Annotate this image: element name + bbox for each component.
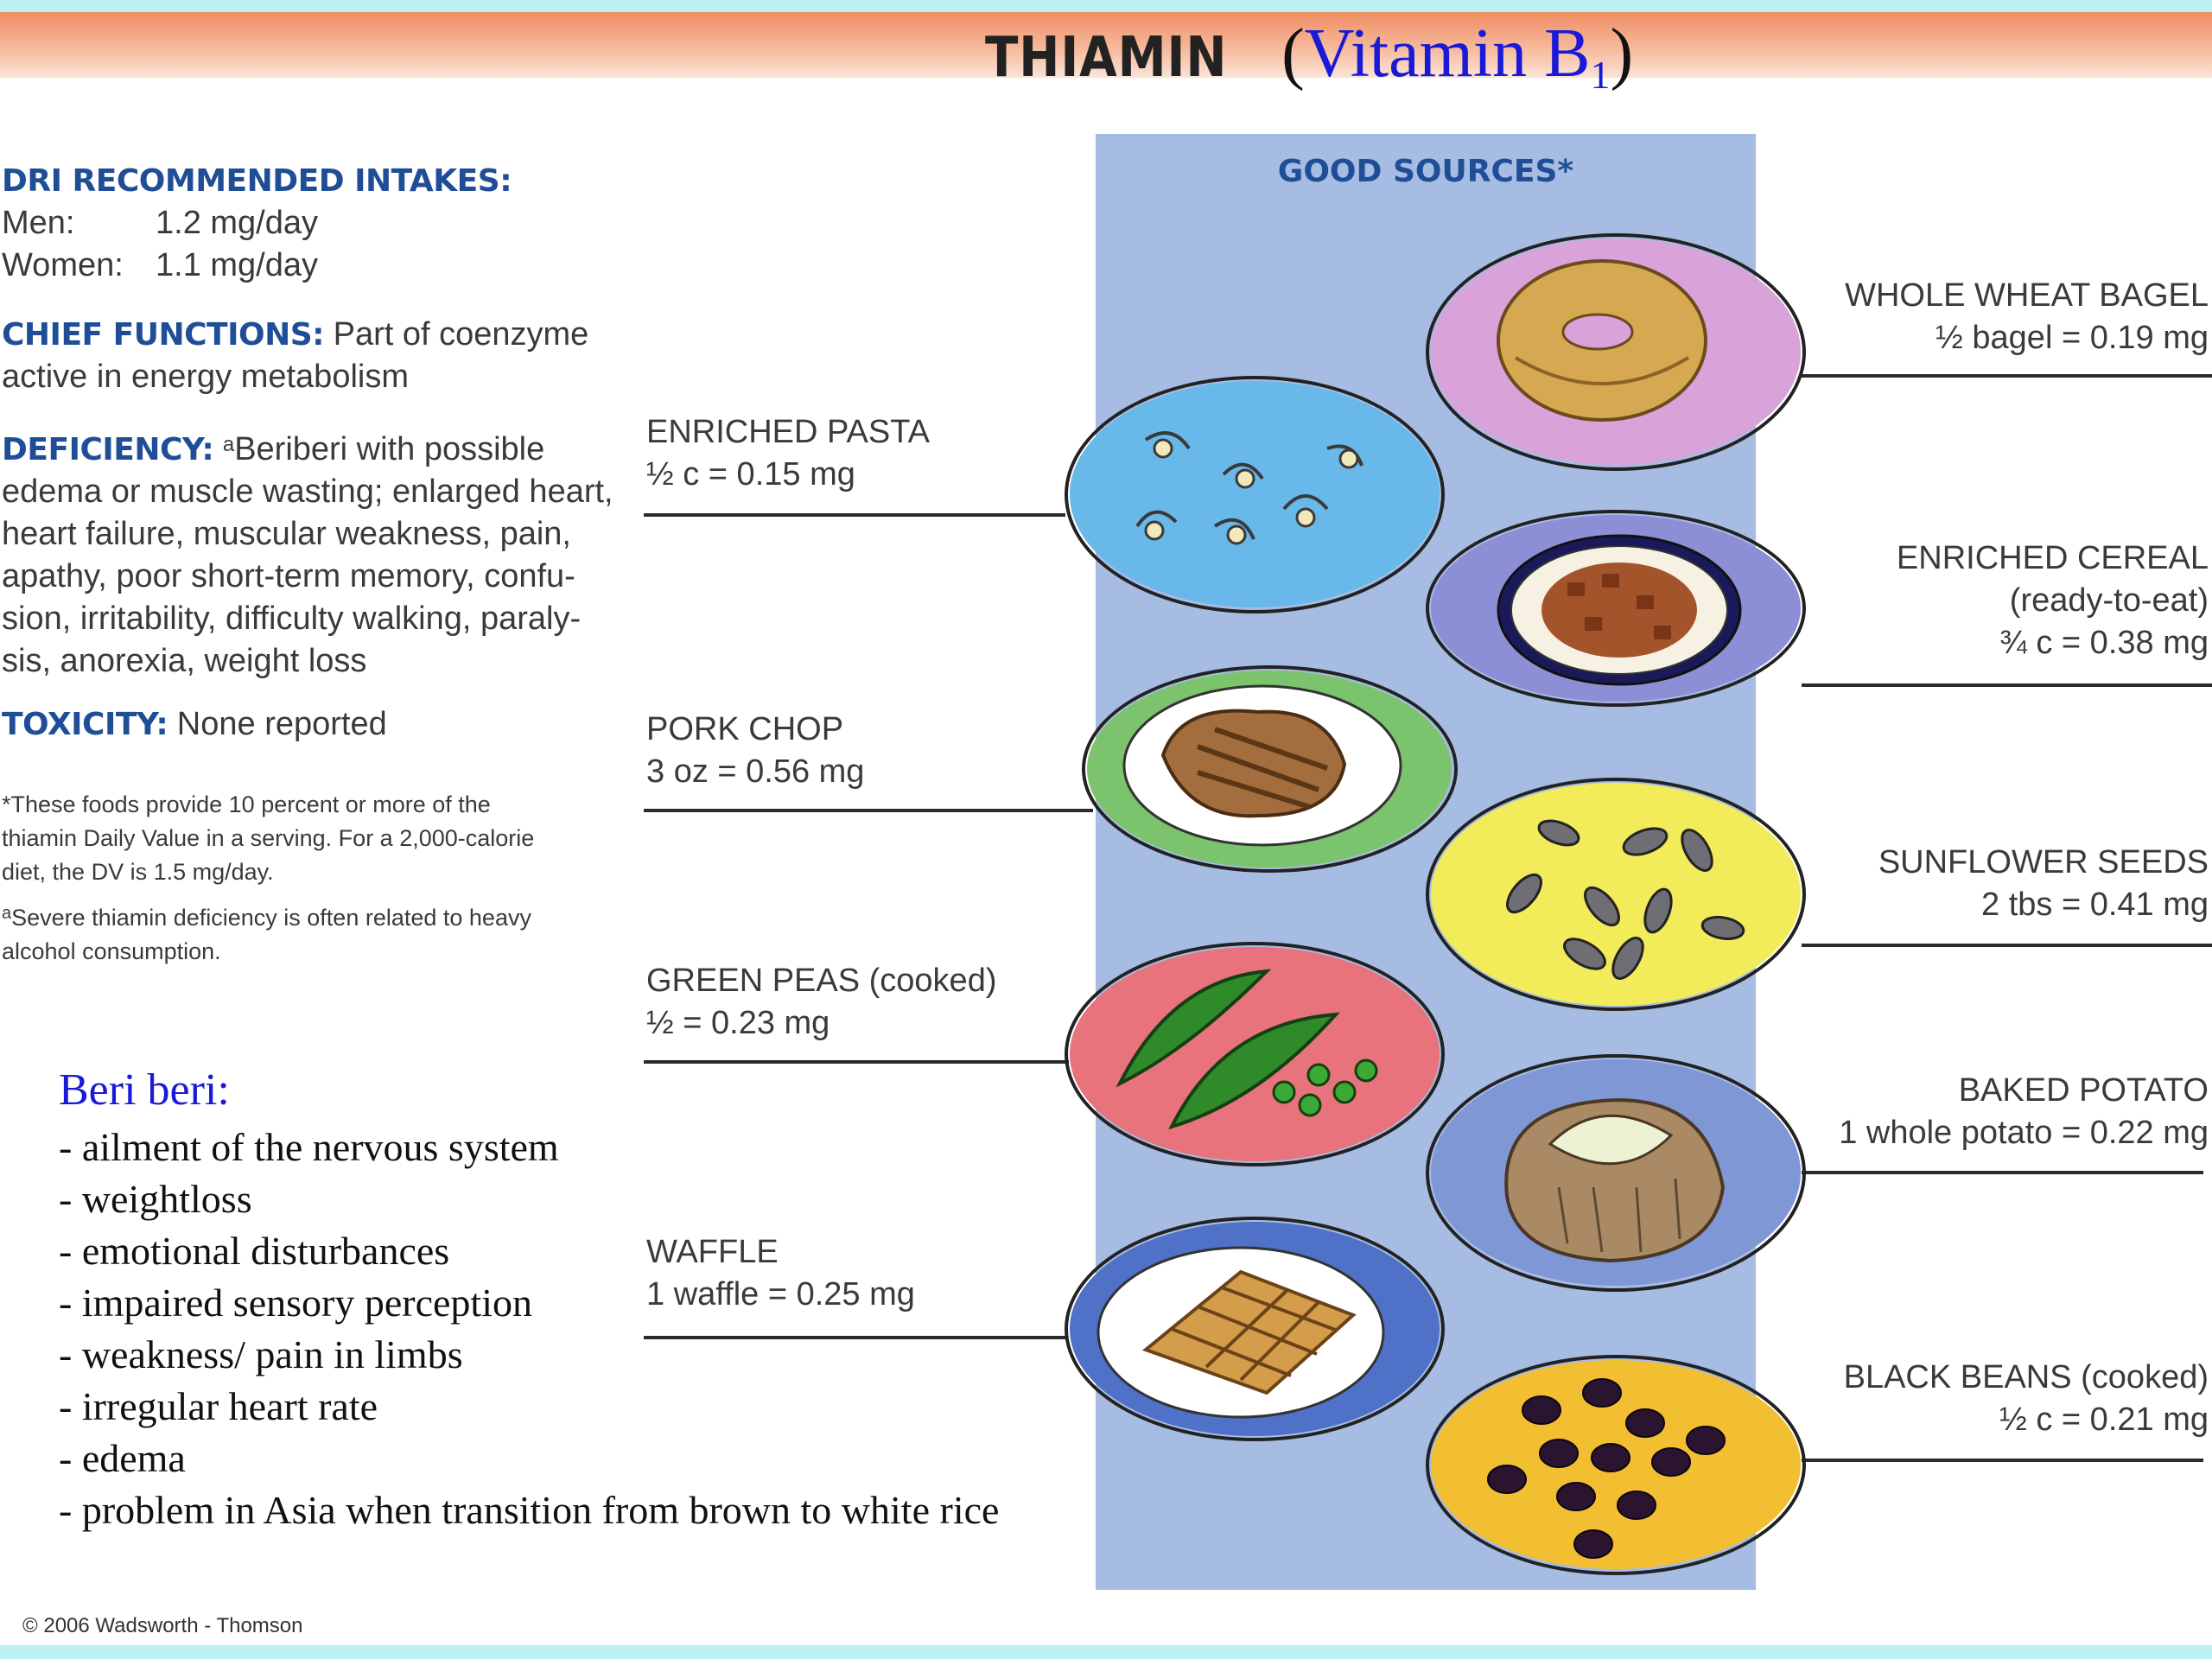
deficiency-marker: a <box>222 433 235 456</box>
list-item: - weakness/ pain in limbs <box>59 1332 463 1376</box>
leader-line-beans <box>1802 1459 2203 1462</box>
food-detail: ½ c = 0.15 mg <box>646 456 855 493</box>
title-sub-text: Vitamin B <box>1304 16 1591 92</box>
pork-chop-icon <box>1085 669 1454 869</box>
list-item: - problem in Asia when transition from brown to white rice <box>59 1488 1000 1532</box>
top-frame-bar <box>0 0 2212 12</box>
food-name: WHOLE WHEAT BAGEL <box>1845 277 2209 314</box>
deficiency-line-5: sis, anorexia, weight loss <box>2 643 367 679</box>
waffle-icon <box>1068 1220 1441 1438</box>
label-bagel <box>1845 275 2209 359</box>
pasta-plate <box>1065 376 1445 613</box>
leader-line-peas <box>644 1060 1069 1064</box>
dri-heading: DRI RECOMMENDED INTAKES: <box>2 163 512 199</box>
label-sunflower-seeds <box>1878 842 2209 926</box>
deficiency-line-2: heart failure, muscular weakness, pain, <box>2 516 571 552</box>
food-detail-2: ¾ c = 0.38 mg <box>1999 625 2209 661</box>
deficiency-line-0: Beriberi with possible <box>234 431 545 467</box>
bagel-icon <box>1429 237 1802 467</box>
food-name: BAKED POTATO <box>1958 1072 2209 1109</box>
sources-heading: GOOD SOURCES* <box>1277 154 1574 189</box>
pasta-icon <box>1068 379 1441 610</box>
food-detail: (ready-to-eat) <box>2009 582 2209 619</box>
sunflower-seeds-plate <box>1426 778 1806 1011</box>
chief-line2: active in energy metabolism <box>2 359 409 395</box>
label-pork-chop <box>646 709 864 793</box>
food-name: SUNFLOWER SEEDS <box>1878 844 2209 880</box>
leader-line-pork <box>644 809 1093 812</box>
title-subtitle: (Vitamin $B_1$) <box>1281 16 1634 97</box>
leader-line-waffle <box>644 1336 1065 1339</box>
toxicity-text: None reported <box>168 706 387 742</box>
title-sub-index: 1 <box>1590 53 1611 97</box>
deficiency-heading: DEFICIENCY: <box>2 432 214 467</box>
deficiency-section <box>2 423 624 683</box>
leader-line-pasta <box>644 513 1065 517</box>
bagel-plate <box>1426 233 1806 471</box>
food-name: PORK CHOP <box>646 711 844 747</box>
chief-section <box>2 314 624 398</box>
leader-line-seeds <box>1802 944 2212 947</box>
dri-women-value: 1.1 mg/day <box>156 247 318 283</box>
dri-men-row <box>2 202 624 245</box>
food-name: ENRICHED PASTA <box>646 414 930 450</box>
chief-heading: CHIEF FUNCTIONS: <box>2 317 325 353</box>
food-detail: 1 waffle = 0.25 mg <box>646 1276 915 1313</box>
list-item: - edema <box>59 1436 186 1480</box>
baked-potato-icon <box>1429 1058 1802 1288</box>
deficiency-line-4: sion, irritability, difficulty walking, paraly- <box>2 601 582 637</box>
footnote2-marker: a <box>2 904 12 923</box>
beriberi-title: Beri beri: <box>59 1065 230 1115</box>
slide-title <box>985 12 1633 95</box>
dri-women-row <box>2 245 624 287</box>
baked-potato-plate <box>1426 1054 1806 1292</box>
footnote1-line-0: *These foods provide 10 percent or more of the <box>2 791 491 817</box>
footnote1-line-1: thiamin Daily Value in a serving. For a 2,000-calorie <box>2 825 535 851</box>
leader-line-potato <box>1802 1171 2203 1174</box>
food-detail: ½ c = 0.21 mg <box>1999 1402 2209 1438</box>
dri-men-value: 1.2 mg/day <box>156 205 318 241</box>
food-detail: 2 tbs = 0.41 mg <box>1981 887 2209 923</box>
deficiency-line-1: edema or muscle wasting; enlarged heart, <box>2 474 613 510</box>
footnote-deficiency <box>2 897 589 969</box>
label-cereal <box>1897 537 2209 664</box>
label-black-beans <box>1844 1357 2209 1441</box>
leader-line-bagel <box>1802 374 2212 378</box>
list-item: - impaired sensory perception <box>59 1281 532 1325</box>
chief-line1: Part of coenzyme <box>324 316 589 353</box>
copyright: © 2006 Wadsworth - Thomson <box>22 1614 303 1637</box>
food-detail: ½ bagel = 0.19 mg <box>1936 320 2209 356</box>
food-detail: 3 oz = 0.56 mg <box>646 753 865 790</box>
list-item: - irregular heart rate <box>59 1384 378 1428</box>
beriberi-list <box>59 1122 999 1536</box>
label-waffle <box>646 1231 915 1316</box>
toxicity-heading: TOXICITY: <box>2 707 168 742</box>
dri-section <box>2 160 624 287</box>
deficiency-line-3: apathy, poor short-term memory, confu- <box>2 558 575 594</box>
dri-men-label: Men: <box>2 205 75 241</box>
food-name: ENRICHED CEREAL <box>1896 540 2209 576</box>
black-beans-plate <box>1426 1355 1806 1575</box>
label-green-peas <box>646 960 996 1045</box>
waffle-plate <box>1065 1217 1445 1441</box>
toxicity-section <box>2 703 624 746</box>
footnote-good-sources <box>2 788 589 889</box>
cereal-plate <box>1426 510 1806 707</box>
label-baked-potato <box>1839 1070 2209 1154</box>
black-beans-icon <box>1429 1358 1802 1572</box>
food-detail: 1 whole potato = 0.22 mg <box>1839 1115 2209 1151</box>
cereal-icon <box>1429 513 1802 703</box>
footnote2-line-0: Severe thiamin deficiency is often related to heavy <box>11 905 531 931</box>
list-item: - emotional disturbances <box>59 1229 450 1273</box>
footnote1-line-2: diet, the DV is 1.5 mg/day. <box>2 859 274 885</box>
bottom-frame-bar <box>0 1645 2212 1659</box>
leader-line-cereal <box>1802 683 2212 687</box>
green-peas-plate <box>1065 942 1445 1166</box>
food-name: BLACK BEANS (cooked) <box>1843 1359 2209 1395</box>
list-item: - ailment of the nervous system <box>59 1125 559 1169</box>
food-detail: ½ = 0.23 mg <box>646 1005 830 1041</box>
footnote2-line-1: alcohol consumption. <box>2 938 221 964</box>
dri-women-label: Women: <box>2 247 124 283</box>
title-main: THIAMIN <box>985 26 1228 90</box>
food-name: WAFFLE <box>646 1234 779 1270</box>
pork-chop-plate <box>1082 665 1458 873</box>
list-item: - weightloss <box>59 1177 252 1221</box>
label-pasta <box>646 411 930 496</box>
sunflower-seeds-icon <box>1429 781 1802 1007</box>
food-name: GREEN PEAS (cooked) <box>646 963 997 999</box>
green-peas-icon <box>1068 945 1441 1163</box>
